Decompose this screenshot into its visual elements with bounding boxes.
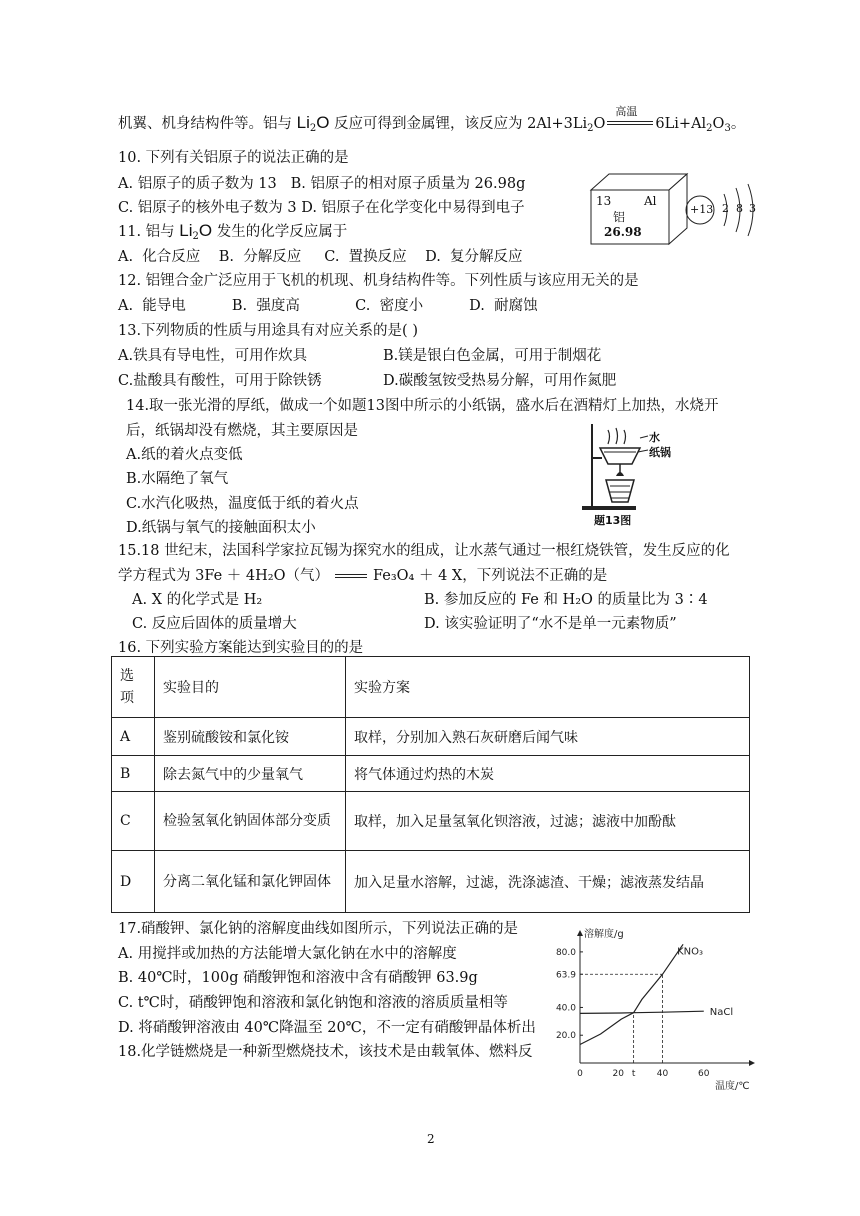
q16-stem: 16. 下列实验方案能达到实验目的的是	[118, 640, 364, 656]
x-tick-label: 40	[656, 1069, 669, 1079]
q10-option-d: D. 铝原子在化学变化中易得到电子	[301, 200, 525, 216]
q15-equation-left: 学方程式为 3Fe ＋ 4H₂O（气）	[118, 568, 329, 584]
q12-options: A. 能导电 B. 强度高 C. 密度小 D. 耐腐蚀	[118, 298, 538, 314]
element-number: 13	[596, 194, 612, 208]
q11-stem	[118, 220, 347, 242]
figure-label-water: 水	[649, 431, 660, 444]
page-number: 2	[427, 1132, 435, 1146]
li-symbol: Li	[296, 113, 310, 132]
q11-li: Li	[179, 221, 193, 240]
table-cell-option: A	[112, 718, 155, 756]
q12-stem: 12. 铝锂合金广泛应用于飞机的机现、机身结构件等。下列性质与该应用无关的是	[118, 273, 639, 289]
y-axis-label: 溶解度/g	[584, 929, 624, 940]
x-tick-label: 0	[577, 1069, 583, 1079]
table-row	[112, 851, 750, 913]
q15-option-c: C. 反应后固体的质量增大	[132, 616, 297, 632]
equation-left: 2Al+3Li	[527, 116, 588, 132]
q13-option-d: D.碳酸氢铵受热易分解，可用作氮肥	[383, 373, 617, 389]
q14-option-c: C.水汽化吸热，温度低于纸的着火点	[126, 496, 359, 512]
table-header-row	[112, 657, 750, 718]
atom-shell-2: 8	[736, 202, 743, 215]
q10-ab	[118, 172, 525, 193]
x-axis-arrow	[749, 1060, 755, 1066]
q13-option-c: C.盐酸具有酸性，可用于除铁锈	[118, 373, 322, 389]
q11-stem-b: 发生的化学反应属于	[212, 224, 348, 240]
q10-option-a: A. 铝原子的质子数为 13	[118, 176, 277, 192]
q11-options: A. 化合反应 B. 分解反应 C. 置换反应 D. 复分解反应	[118, 249, 523, 265]
q17-option-b: B. 40℃时，100g 硝酸钾饱和溶液中含有硝酸钾 63.9g	[118, 970, 478, 986]
x-tick-label: t	[631, 1069, 636, 1079]
li-subscript: 2	[309, 123, 317, 134]
table-cell-option: B	[112, 756, 155, 792]
q14-stem-1: 14.取一张光滑的厚纸，做成一个如题13图中所示的小纸锅，盛水后在酒精灯上加热，水烧开	[126, 398, 719, 414]
x-axis-label: 温度/℃	[715, 1081, 750, 1092]
table-cell-goal: 检验氢氧化钠固体部分变质	[155, 792, 346, 851]
element-name: 铝	[613, 210, 626, 224]
x-tick-label: 20	[612, 1069, 624, 1079]
q13-option-b: B.镁是银白色金属，可用于制烟花	[383, 348, 602, 364]
q15-option-b: B. 参加反应的 Fe 和 H₂O 的质量比为 3∶4	[424, 592, 708, 608]
q10-option-b: B. 铝原子的相对原子质量为 26.98g	[290, 176, 526, 192]
atom-shell-1: 2	[722, 202, 729, 215]
q17-option-d: D. 将硝酸钾溶液由 40℃降温至 20℃，不一定有硝酸钾晶体析出	[118, 1020, 536, 1036]
o-letter: O	[712, 116, 725, 132]
intro-text-b: 反应可得到金属锂，该反应为	[329, 116, 528, 132]
q17-option-a: A. 用搅拌或加热的方法能增大氯化钠在水中的溶解度	[118, 946, 457, 962]
equation-end: 。	[730, 116, 746, 132]
q15-option-d: D. 该实验证明了“水不是单一元素物质”	[424, 616, 677, 632]
q14-stem-2: 后，纸锅却没有燃烧，其主要原因是	[126, 423, 358, 439]
q15-equation-right: Fe₃O₄ ＋ 4 X，下列说法不正确的是	[372, 568, 608, 584]
q15-option-a: A. X 的化学式是 H₂	[132, 592, 263, 608]
q10-option-c: C. 铝原子的核外电子数为 3	[118, 200, 297, 216]
q13-option-a: A.铁具有导电性，可用作炊具	[118, 348, 308, 364]
q10-stem: 10. 下列有关铝原子的说法正确的是	[118, 150, 349, 166]
q11-o: O	[198, 221, 213, 240]
element-mass: 26.98	[604, 225, 642, 239]
table-cell-plan: 取样，分别加入熟石灰研磨后闻气味	[346, 718, 750, 756]
table-cell-option: D	[112, 851, 155, 913]
q15-stem-1: 15.18 世纪末，法国科学家拉瓦锡为探究水的组成，让水蒸气通过一根红烧铁管，发生反应的化	[118, 543, 730, 559]
atom-nucleus: +13	[690, 203, 714, 216]
table-row	[112, 756, 750, 792]
table-cell-plan: 将气体通过灼热的木炭	[346, 756, 750, 792]
q15-equation-arrow	[333, 571, 369, 581]
table-row	[112, 718, 750, 756]
element-symbol: Al	[644, 194, 657, 208]
table-header-option: 选项	[112, 657, 155, 718]
intro-text: 机翼、机身结构件等。铝与	[118, 116, 297, 132]
q14-option-a: A.纸的着火点变低	[126, 447, 243, 463]
q10-cd	[118, 196, 525, 217]
kno3-series-label: KNO₃	[677, 946, 704, 958]
figure-caption: 题13图	[594, 514, 632, 527]
kno3-curve	[580, 944, 683, 1044]
nacl-series-label: NaCl	[709, 1007, 734, 1019]
nacl-curve	[580, 1011, 704, 1013]
x-tick-label: 60	[698, 1069, 710, 1079]
q17-option-c: C. t℃时，硝酸钾饱和溶液和氯化钠饱和溶液的溶质质量相等	[118, 995, 508, 1011]
experiment-table	[111, 656, 750, 913]
y-tick-label: 20.0	[555, 1031, 576, 1042]
table-cell-goal: 除去氮气中的少量氧气	[155, 756, 346, 792]
equation-right-sub3: 3	[724, 123, 731, 134]
q14-option-d: D.纸锅与氧气的接触面积太小	[126, 520, 316, 536]
equation-arrow	[605, 105, 655, 131]
q11-li-sub: 2	[192, 231, 199, 242]
atom-shell-3: 3	[749, 202, 756, 215]
table-cell-option: C	[112, 792, 155, 851]
equation-right: 6Li+Al	[655, 116, 707, 132]
equation-right-sub2: 2	[706, 123, 713, 134]
solubility-chart	[545, 928, 765, 1093]
condition-label: 高温	[615, 105, 638, 118]
equation-left-sub: 2	[587, 123, 594, 134]
q14-option-b: B.水隔绝了氧气	[126, 471, 229, 487]
o-symbol: O	[316, 113, 330, 132]
figure-label-pot: 纸锅	[649, 446, 671, 459]
table-header-goal: 实验目的	[155, 657, 346, 718]
y-axis-arrow	[577, 930, 583, 936]
q13-stem: 13.下列物质的性质与用途具有对应关系的是( )	[118, 323, 418, 339]
y-tick-label: 80.0	[555, 947, 576, 958]
equation-left-o: O	[593, 116, 606, 132]
table-header-plan: 实验方案	[346, 657, 750, 718]
q15-stem-2	[118, 564, 607, 585]
y-tick-label: 40.0	[555, 1003, 576, 1014]
q17-stem: 17.硝酸钾、氯化钠的溶解度曲线如图所示，下列说法正确的是	[118, 921, 519, 937]
q11-stem-a: 11. 铝与	[118, 224, 180, 240]
table-row	[112, 792, 750, 851]
y-tick-label: 63.9	[555, 970, 576, 981]
intro-line	[118, 105, 746, 134]
table-cell-goal: 鉴别硫酸铵和氯化铵	[155, 718, 346, 756]
q18-stem: 18.化学链燃烧是一种新型燃烧技术，该技术是由载氧体、燃料反	[118, 1044, 533, 1060]
table-cell-plan: 取样，加入足量氢氧化钡溶液，过滤；滤液中加酚酞	[346, 792, 750, 851]
table-cell-goal: 分离二氧化锰和氯化钾固体	[155, 851, 346, 913]
table-cell-plan: 加入足量水溶解，过滤，洗涤滤渣、干燥；滤液蒸发结晶	[346, 851, 750, 913]
